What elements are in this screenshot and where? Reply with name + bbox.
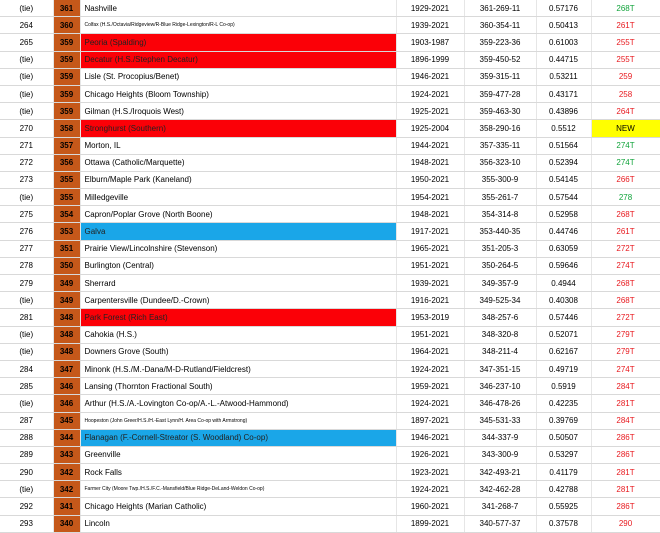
- school-cell: Capron/Poplar Grove (North Boone): [80, 206, 396, 223]
- prev-rank-cell: 259: [591, 68, 660, 85]
- rank-cell: 272: [0, 154, 53, 171]
- points-cell: 361: [53, 0, 80, 17]
- prev-rank-cell: 286T: [591, 498, 660, 515]
- years-cell: 1924-2021: [396, 360, 464, 377]
- prev-rank-cell: 279T: [591, 343, 660, 360]
- pct-cell: 0.4944: [536, 275, 591, 292]
- rank-cell: 293: [0, 515, 53, 532]
- table-row: [0, 412, 660, 429]
- years-cell: 1925-2004: [396, 120, 464, 137]
- pct-cell: 0.55925: [536, 498, 591, 515]
- table-row: [0, 343, 660, 360]
- prev-rank-cell: 268T: [591, 292, 660, 309]
- years-cell: 1925-2021: [396, 103, 464, 120]
- years-cell: 1965-2021: [396, 240, 464, 257]
- years-cell: 1917-2021: [396, 223, 464, 240]
- points-cell: 355: [53, 189, 80, 206]
- school-cell: Lisle (St. Procopius/Benet): [80, 68, 396, 85]
- prev-rank-cell: NEW: [591, 120, 660, 137]
- years-cell: 1926-2021: [396, 446, 464, 463]
- table-row: [0, 120, 660, 137]
- points-cell: 342: [53, 481, 80, 498]
- pct-cell: 0.5919: [536, 378, 591, 395]
- record-cell: 348-211-4: [464, 343, 536, 360]
- record-cell: 348-257-6: [464, 309, 536, 326]
- prev-rank-cell: 268T: [591, 275, 660, 292]
- record-cell: 355-261-7: [464, 189, 536, 206]
- table-row: [0, 240, 660, 257]
- rank-cell: 264: [0, 17, 53, 34]
- years-cell: 1950-2021: [396, 171, 464, 188]
- pct-cell: 0.44746: [536, 223, 591, 240]
- school-cell: Lansing (Thornton Fractional South): [80, 378, 396, 395]
- prev-rank-cell: 278: [591, 189, 660, 206]
- pct-cell: 0.42235: [536, 395, 591, 412]
- pct-cell: 0.62167: [536, 343, 591, 360]
- prev-rank-cell: 272T: [591, 309, 660, 326]
- record-cell: 359-223-36: [464, 34, 536, 51]
- pct-cell: 0.51564: [536, 137, 591, 154]
- table-row: [0, 429, 660, 446]
- school-cell: Greenville: [80, 446, 396, 463]
- years-cell: 1939-2021: [396, 17, 464, 34]
- prev-rank-cell: 279T: [591, 326, 660, 343]
- table-row: [0, 17, 660, 34]
- points-cell: 353: [53, 223, 80, 240]
- rank-cell: (tie): [0, 189, 53, 206]
- pct-cell: 0.43171: [536, 85, 591, 102]
- school-cell: Peoria (Spalding): [80, 34, 396, 51]
- pct-cell: 0.52394: [536, 154, 591, 171]
- years-cell: 1951-2021: [396, 257, 464, 274]
- years-cell: 1948-2021: [396, 206, 464, 223]
- rank-cell: 271: [0, 137, 53, 154]
- years-cell: 1948-2021: [396, 154, 464, 171]
- rank-cell: 289: [0, 446, 53, 463]
- prev-rank-cell: 255T: [591, 51, 660, 68]
- record-cell: 349-525-34: [464, 292, 536, 309]
- school-cell: Carpentersville (Dundee/D.-Crown): [80, 292, 396, 309]
- record-cell: 358-290-16: [464, 120, 536, 137]
- table-row: [0, 326, 660, 343]
- years-cell: 1964-2021: [396, 343, 464, 360]
- rank-cell: 276: [0, 223, 53, 240]
- rank-cell: 270: [0, 120, 53, 137]
- points-cell: 347: [53, 360, 80, 377]
- record-cell: 350-264-5: [464, 257, 536, 274]
- table-row: [0, 446, 660, 463]
- prev-rank-cell: 261T: [591, 17, 660, 34]
- pct-cell: 0.63059: [536, 240, 591, 257]
- table-row: [0, 0, 660, 17]
- record-cell: 341-268-7: [464, 498, 536, 515]
- rank-cell: 281: [0, 309, 53, 326]
- years-cell: 1960-2021: [396, 498, 464, 515]
- prev-rank-cell: 268T: [591, 0, 660, 17]
- record-cell: 359-463-30: [464, 103, 536, 120]
- points-cell: 359: [53, 68, 80, 85]
- years-cell: 1916-2021: [396, 292, 464, 309]
- points-cell: 359: [53, 103, 80, 120]
- years-cell: 1899-2021: [396, 515, 464, 532]
- prev-rank-cell: 286T: [591, 429, 660, 446]
- points-cell: 348: [53, 343, 80, 360]
- table-row: [0, 292, 660, 309]
- record-cell: 346-478-26: [464, 395, 536, 412]
- table-row: [0, 103, 660, 120]
- school-cell: Decatur (H.S./Stephen Decatur): [80, 51, 396, 68]
- record-cell: 359-477-28: [464, 85, 536, 102]
- prev-rank-cell: 258: [591, 85, 660, 102]
- rank-cell: 273: [0, 171, 53, 188]
- rank-cell: 279: [0, 275, 53, 292]
- prev-rank-cell: 268T: [591, 206, 660, 223]
- prev-rank-cell: 281T: [591, 481, 660, 498]
- table-row: [0, 257, 660, 274]
- school-cell: Lincoln: [80, 515, 396, 532]
- years-cell: 1944-2021: [396, 137, 464, 154]
- points-cell: 348: [53, 326, 80, 343]
- school-cell: Prairie View/Lincolnshire (Stevenson): [80, 240, 396, 257]
- years-cell: 1951-2021: [396, 326, 464, 343]
- record-cell: 359-315-11: [464, 68, 536, 85]
- record-cell: 360-354-11: [464, 17, 536, 34]
- school-cell: Nashville: [80, 0, 396, 17]
- school-cell: Rock Falls: [80, 464, 396, 481]
- school-cell: Arthur (H.S./A.-Lovington Co-op/A.-L.-Atwood-Hammond): [80, 395, 396, 412]
- rank-cell: 285: [0, 378, 53, 395]
- record-cell: 351-205-3: [464, 240, 536, 257]
- points-cell: 343: [53, 446, 80, 463]
- pct-cell: 0.61003: [536, 34, 591, 51]
- record-cell: 344-337-9: [464, 429, 536, 446]
- rank-cell: (tie): [0, 51, 53, 68]
- school-cell: Downers Grove (South): [80, 343, 396, 360]
- table-row: [0, 137, 660, 154]
- school-cell: Chicago Heights (Bloom Township): [80, 85, 396, 102]
- rank-cell: 265: [0, 34, 53, 51]
- years-cell: 1923-2021: [396, 464, 464, 481]
- prev-rank-cell: 281T: [591, 395, 660, 412]
- years-cell: 1929-2021: [396, 0, 464, 17]
- table-row: [0, 171, 660, 188]
- points-cell: 359: [53, 51, 80, 68]
- points-cell: 357: [53, 137, 80, 154]
- pct-cell: 0.59646: [536, 257, 591, 274]
- prev-rank-cell: 255T: [591, 34, 660, 51]
- pct-cell: 0.37578: [536, 515, 591, 532]
- table-row: [0, 395, 660, 412]
- years-cell: 1954-2021: [396, 189, 464, 206]
- record-cell: 346-237-10: [464, 378, 536, 395]
- school-cell: Morton, IL: [80, 137, 396, 154]
- rank-cell: 292: [0, 498, 53, 515]
- pct-cell: 0.54145: [536, 171, 591, 188]
- pct-cell: 0.41179: [536, 464, 591, 481]
- school-cell: Chicago Heights (Marian Catholic): [80, 498, 396, 515]
- pct-cell: 0.50413: [536, 17, 591, 34]
- points-cell: 341: [53, 498, 80, 515]
- pct-cell: 0.52071: [536, 326, 591, 343]
- record-cell: 342-462-28: [464, 481, 536, 498]
- table-row: [0, 275, 660, 292]
- prev-rank-cell: 290: [591, 515, 660, 532]
- table-row: [0, 189, 660, 206]
- table-row: [0, 68, 660, 85]
- table-row: [0, 206, 660, 223]
- years-cell: 1924-2021: [396, 85, 464, 102]
- pct-cell: 0.57446: [536, 309, 591, 326]
- prev-rank-cell: 266T: [591, 171, 660, 188]
- school-cell: Gilman (H.S./Iroquois West): [80, 103, 396, 120]
- table-row: [0, 481, 660, 498]
- years-cell: 1903-1987: [396, 34, 464, 51]
- points-cell: 350: [53, 257, 80, 274]
- school-cell: Hoopeston (John Greer/H.S./H.-East Lynn/H. Area Co-op with Armstrong): [80, 412, 396, 429]
- record-cell: 353-440-35: [464, 223, 536, 240]
- rank-cell: (tie): [0, 395, 53, 412]
- school-cell: Colfax (H.S./Octavia/Ridgeview/R-Blue Ridge-Lexington/R-L Co-op): [80, 17, 396, 34]
- pct-cell: 0.52958: [536, 206, 591, 223]
- points-cell: 349: [53, 292, 80, 309]
- record-cell: 340-577-37: [464, 515, 536, 532]
- school-cell: Park Forest (Rich East): [80, 309, 396, 326]
- table-row: [0, 223, 660, 240]
- table-row: [0, 51, 660, 68]
- prev-rank-cell: 264T: [591, 103, 660, 120]
- pct-cell: 0.53211: [536, 68, 591, 85]
- points-cell: 344: [53, 429, 80, 446]
- rank-cell: (tie): [0, 68, 53, 85]
- rank-cell: 290: [0, 464, 53, 481]
- rank-cell: (tie): [0, 343, 53, 360]
- rank-cell: 284: [0, 360, 53, 377]
- points-cell: 359: [53, 85, 80, 102]
- pct-cell: 0.50507: [536, 429, 591, 446]
- years-cell: 1897-2021: [396, 412, 464, 429]
- pct-cell: 0.57176: [536, 0, 591, 17]
- record-cell: 357-335-11: [464, 137, 536, 154]
- pct-cell: 0.40308: [536, 292, 591, 309]
- points-cell: 359: [53, 34, 80, 51]
- years-cell: 1924-2021: [396, 395, 464, 412]
- prev-rank-cell: 272T: [591, 240, 660, 257]
- table-row: [0, 34, 660, 51]
- table-row: [0, 464, 660, 481]
- rank-cell: 288: [0, 429, 53, 446]
- table-row: [0, 378, 660, 395]
- prev-rank-cell: 284T: [591, 378, 660, 395]
- pct-cell: 0.44715: [536, 51, 591, 68]
- prev-rank-cell: 274T: [591, 137, 660, 154]
- school-cell: Stronghurst (Southern): [80, 120, 396, 137]
- table-row: [0, 309, 660, 326]
- points-cell: 354: [53, 206, 80, 223]
- rank-cell: 287: [0, 412, 53, 429]
- points-cell: 355: [53, 171, 80, 188]
- table-row: [0, 498, 660, 515]
- points-cell: 340: [53, 515, 80, 532]
- prev-rank-cell: 274T: [591, 257, 660, 274]
- school-cell: Farmer City (Moore Twp./H.S./F.C.-Mansfield/Blue Ridge-DeLand-Weldon Co-op): [80, 481, 396, 498]
- table-row: [0, 360, 660, 377]
- table-row: [0, 85, 660, 102]
- record-cell: 348-320-8: [464, 326, 536, 343]
- points-cell: 351: [53, 240, 80, 257]
- record-cell: 345-531-33: [464, 412, 536, 429]
- school-cell: Milledgeville: [80, 189, 396, 206]
- school-cell: Ottawa (Catholic/Marquette): [80, 154, 396, 171]
- record-cell: 359-450-52: [464, 51, 536, 68]
- record-cell: 343-300-9: [464, 446, 536, 463]
- rank-cell: 278: [0, 257, 53, 274]
- table-row: [0, 515, 660, 532]
- points-cell: 346: [53, 378, 80, 395]
- record-cell: 349-357-9: [464, 275, 536, 292]
- rank-cell: (tie): [0, 481, 53, 498]
- rank-cell: (tie): [0, 292, 53, 309]
- table-row: [0, 154, 660, 171]
- points-cell: 356: [53, 154, 80, 171]
- years-cell: 1896-1999: [396, 51, 464, 68]
- school-cell: Flanagan (F.-Cornell-Streator (S. Woodland) Co-op): [80, 429, 396, 446]
- prev-rank-cell: 284T: [591, 412, 660, 429]
- rank-cell: 277: [0, 240, 53, 257]
- school-cell: Burlington (Central): [80, 257, 396, 274]
- pct-cell: 0.5512: [536, 120, 591, 137]
- pct-cell: 0.53297: [536, 446, 591, 463]
- pct-cell: 0.49719: [536, 360, 591, 377]
- years-cell: 1946-2021: [396, 68, 464, 85]
- points-cell: 345: [53, 412, 80, 429]
- years-cell: 1924-2021: [396, 481, 464, 498]
- school-cell: Minonk (H.S./M.-Dana/M-D-Rutland/Fieldcrest): [80, 360, 396, 377]
- rank-cell: (tie): [0, 103, 53, 120]
- rank-cell: (tie): [0, 0, 53, 17]
- pct-cell: 0.43896: [536, 103, 591, 120]
- school-cell: Cahokia (H.S.): [80, 326, 396, 343]
- rank-cell: 275: [0, 206, 53, 223]
- years-cell: 1939-2021: [396, 275, 464, 292]
- prev-rank-cell: 274T: [591, 360, 660, 377]
- record-cell: 342-493-21: [464, 464, 536, 481]
- points-cell: 342: [53, 464, 80, 481]
- years-cell: 1953-2019: [396, 309, 464, 326]
- prev-rank-cell: 274T: [591, 154, 660, 171]
- prev-rank-cell: 281T: [591, 464, 660, 481]
- school-cell: Galva: [80, 223, 396, 240]
- rank-cell: (tie): [0, 85, 53, 102]
- record-cell: 354-314-8: [464, 206, 536, 223]
- years-cell: 1959-2021: [396, 378, 464, 395]
- prev-rank-cell: 286T: [591, 446, 660, 463]
- points-cell: 349: [53, 275, 80, 292]
- school-cell: Sherrard: [80, 275, 396, 292]
- points-cell: 358: [53, 120, 80, 137]
- pct-cell: 0.39769: [536, 412, 591, 429]
- record-cell: 347-351-15: [464, 360, 536, 377]
- school-cell: Elburn/Maple Park (Kaneland): [80, 171, 396, 188]
- points-cell: 360: [53, 17, 80, 34]
- points-cell: 348: [53, 309, 80, 326]
- record-cell: 361-269-11: [464, 0, 536, 17]
- points-cell: 346: [53, 395, 80, 412]
- pct-cell: 0.57544: [536, 189, 591, 206]
- record-cell: 355-300-9: [464, 171, 536, 188]
- prev-rank-cell: 261T: [591, 223, 660, 240]
- pct-cell: 0.42788: [536, 481, 591, 498]
- record-cell: 356-323-10: [464, 154, 536, 171]
- years-cell: 1946-2021: [396, 429, 464, 446]
- rank-cell: (tie): [0, 326, 53, 343]
